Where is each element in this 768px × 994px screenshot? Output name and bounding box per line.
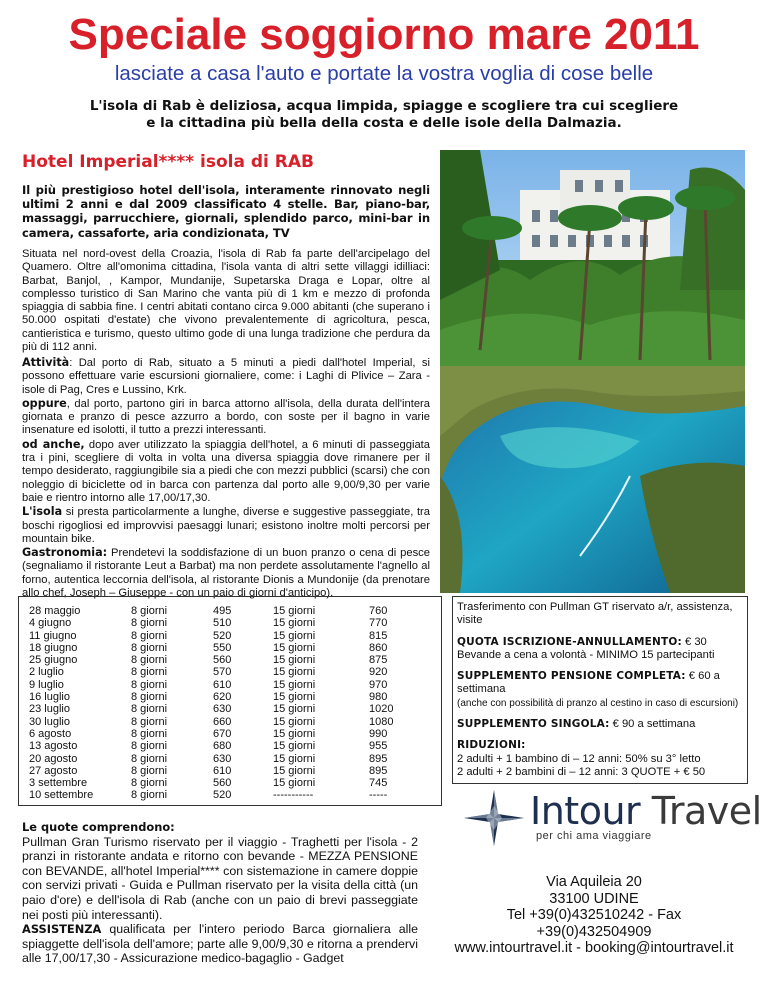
table-cell: 16 luglio xyxy=(29,691,70,704)
table-cell: 15 giorni xyxy=(273,764,316,777)
table-cell: 10 settembre xyxy=(29,789,94,802)
table-cell: 495 xyxy=(213,605,232,617)
phone: Tel +39(0)432510242 - Fax xyxy=(506,907,682,924)
table-cell: 630 xyxy=(213,703,232,716)
table-cell: 15 giorni xyxy=(273,752,316,765)
city: 33100 UDINE xyxy=(549,890,639,907)
activity-paragraph: oppure, dal porto, partono giri in barca attorno all'isola, della durata dell'intera giornata e pranzo di pesce azzurro a bordo, con soste per il bagno in varie insenature ed isolotti, il tutto a prezzi interessanti. xyxy=(22,396,430,437)
table-cell: 8 giorni xyxy=(131,777,168,790)
table-cell: 3 settembre xyxy=(29,777,88,790)
table-cell: 4 giugno xyxy=(29,617,72,630)
table-cell: 660 xyxy=(213,715,232,728)
activity-paragraph: L'isola si presta particolarmente a lunghe, diverse e suggestive passeggiate, tra boschi rigogliosi ed improvvisi paesaggi lunari; esistono inoltre molti percorsi per mountain bike. xyxy=(22,505,430,545)
dates-column xyxy=(29,605,93,802)
riduzioni-line: 2 adulti + 2 bambini di – 12 anni: 3 QUOTE + € 50 xyxy=(457,765,706,778)
table-cell: 15 giorni xyxy=(273,654,316,667)
table-cell: 28 maggio xyxy=(29,605,81,617)
address: Via Aquileia 20 xyxy=(546,874,642,890)
table-cell: 23 luglio xyxy=(29,703,70,716)
table-cell: 570 xyxy=(213,666,232,679)
table-cell: 8 giorni xyxy=(131,789,168,802)
table-cell: 18 giugno xyxy=(29,641,78,654)
table-cell: 520 xyxy=(213,629,232,642)
table-cell: 875 xyxy=(369,654,388,667)
page-title: Speciale soggiorno mare 2011 xyxy=(68,10,700,59)
table-cell: 15 giorni xyxy=(273,715,316,728)
table-cell: 895 xyxy=(369,752,388,765)
table-cell: 8 giorni xyxy=(131,691,168,704)
table-cell: 550 xyxy=(213,641,232,654)
web-email: www.intourtravel.it - booking@intourtravel.it xyxy=(454,940,734,957)
riduzioni-line: 2 adulti + 1 bambino di – 12 anni: 50% su 3° letto xyxy=(457,752,701,765)
table-cell: 970 xyxy=(369,678,388,691)
table-cell: 815 xyxy=(369,629,388,642)
table-cell: 955 xyxy=(369,740,388,753)
table-cell: 895 xyxy=(369,764,388,777)
table-cell: 8 giorni xyxy=(131,740,168,753)
hotel-title: Hotel Imperial**** isola di RAB xyxy=(22,152,314,172)
table-cell: 630 xyxy=(213,752,232,765)
table-cell: 15 giorni xyxy=(273,666,316,679)
activity-paragraph: Gastronomia: Prendetevi la soddisfazione di un buon pranzo o cena di pesce (segnaliamo il ristorante Leut a Barbat) ma non perdete assolutamente l'agnello al forno, autentica leccornia dell'isola, al ristorante Dionis a Mundonije (da prenotare allo chef, Joseph – Giuseppe - con un paio di giorni d'anticipo). xyxy=(22,546,430,600)
table-cell: 8 giorni xyxy=(131,752,168,765)
activities-section xyxy=(22,356,430,600)
table-cell: 6 agosto xyxy=(29,727,72,740)
table-cell: 680 xyxy=(213,740,232,753)
agency-logo xyxy=(462,788,762,848)
coast-photo xyxy=(440,366,745,593)
includes-text: Pullman Gran Turismo riservato per il viaggio - Traghetti per l'isola - 2 pranzi in ristorante andata e ritorno con bevande - MEZZA PENSIONE con BEVANDE, all'hotel Imperial**** con sistemazione in camere doppie con servizi privati - Guida e Pullman riservato per la visita della città (un paio d'ore) e dell'isola di Rab (anche con un paio di brevi passeggiate nei posti più interessanti). xyxy=(22,834,418,922)
includes-section xyxy=(22,820,418,966)
compass-star-icon xyxy=(462,788,526,848)
table-cell: 510 xyxy=(213,617,232,630)
intro-text xyxy=(40,98,728,132)
table-cell: 8 giorni xyxy=(131,605,168,617)
table-cell: 745 xyxy=(369,777,388,790)
table-cell: 520 xyxy=(213,789,232,802)
table-cell: 27 agosto xyxy=(29,764,78,777)
pensione-line: SUPPLEMENTO PENSIONE COMPLETA: € 60 a settimana xyxy=(457,670,720,696)
price15-column xyxy=(369,605,393,802)
transfer-text: Trasferimento con Pullman GT riservato a/r, assistenza, visite xyxy=(457,601,733,627)
table-cell: 8 giorni xyxy=(131,617,168,630)
table-cell: 15 giorni xyxy=(273,678,316,691)
riduzioni-label: RIDUZIONI: xyxy=(457,739,526,752)
table-cell: 8 giorni xyxy=(131,727,168,740)
table-cell: 8 giorni xyxy=(131,666,168,679)
table-cell: 560 xyxy=(213,777,232,790)
table-cell: 11 giugno xyxy=(29,629,77,642)
table-cell: 1080 xyxy=(369,715,394,728)
price8-column xyxy=(213,605,231,802)
table-cell: 8 giorni xyxy=(131,678,168,691)
table-cell: 610 xyxy=(213,678,232,691)
table-cell: 980 xyxy=(369,691,388,704)
table-cell: 610 xyxy=(213,764,232,777)
table-cell: 15 giorni xyxy=(273,691,316,704)
page-subtitle: lasciate a casa l'auto e portate la vostra voglia di cose belle xyxy=(114,62,654,85)
table-cell: 8 giorni xyxy=(131,715,168,728)
table-cell: 620 xyxy=(213,691,232,704)
table-cell: 2 luglio xyxy=(29,666,64,679)
table-cell: 8 giorni xyxy=(131,764,168,777)
hotel-lead: Il più prestigioso hotel dell'isola, interamente rinnovato negli ultimi 2 anni e dal 2009 classificato 4 stelle. Bar, piano-bar, massaggi, parrucchiere, giornali, splendido parco, mini-bar in camera, cassaforte, aria condizionata, TV xyxy=(22,183,430,240)
table-cell: 8 giorni xyxy=(131,703,168,716)
table-cell: 770 xyxy=(369,617,388,630)
fax: +39(0)432504909 xyxy=(536,923,652,940)
hotel-photo-image xyxy=(440,150,745,366)
nights15-column xyxy=(273,605,315,802)
table-cell: 20 agosto xyxy=(29,752,78,765)
table-cell: 15 giorni xyxy=(273,617,316,630)
table-cell: 560 xyxy=(213,654,232,667)
activity-paragraph: Attività: Dal porto di Rab, situato a 5 minuti a piedi dall'hotel Imperial, si possono effettuare varie escursioni giornaliere, come: i Laghi di Plivice – Zara - isole di Pag, Cres e Lussino, Krk. xyxy=(22,356,430,396)
contact-block xyxy=(440,874,748,957)
table-cell: 15 giorni xyxy=(273,605,316,617)
table-cell: 25 giugno xyxy=(29,654,78,667)
table-cell: 15 giorni xyxy=(273,777,316,790)
table-cell: 13 agosto xyxy=(29,740,78,753)
table-cell: 1020 xyxy=(369,703,394,716)
hotel-description: Situata nel nord-ovest della Croazia, l'isola di Rab fa parte dell'arcipelago del Quamero. Oltre all'omonima cittadina, l'isola vanta di altri sette villaggi idilliaci: Barbat, Banjol, , Kampor, Mundanije, Supetarska Draga e Lopar, oltre al complesso turistico di San Marino che vanta più di 1 km e mezzo di profonda spiaggia di sabbia fine. I centri abitati contano circa 9.000 abitanti (che superano i 50.000 ospitati d'estate) che vivono prevalentemente di agricoltura, pesca, cantieristica e turismo, questo ultimo gode di una lunga tradizione che perdura da più di 112 anni. xyxy=(22,248,430,354)
table-cell: ----- xyxy=(369,789,388,802)
table-cell: 15 giorni xyxy=(273,641,316,654)
table-cell: 760 xyxy=(369,605,388,617)
drink-line: Bevande a cena a volontà - MINIMO 15 partecipanti xyxy=(457,648,715,661)
pensione-note: (anche con possibilità di pranzo al cestino in caso di escursioni) xyxy=(457,697,739,709)
includes-title: Le quote comprendono: xyxy=(22,820,175,834)
table-cell: 990 xyxy=(369,727,388,740)
table-cell: 8 giorni xyxy=(131,654,168,667)
nights8-column xyxy=(131,605,167,802)
table-cell: ----------- xyxy=(273,789,314,802)
table-cell: 15 giorni xyxy=(273,703,316,716)
table-cell: 8 giorni xyxy=(131,641,168,654)
table-cell: 15 giorni xyxy=(273,629,316,642)
brand-tagline: per chi ama viaggiare xyxy=(536,830,652,842)
quota-line: QUOTA ISCRIZIONE-ANNULLAMENTO: € 30 xyxy=(457,635,707,648)
intro-line-2: e la cittadina più bella della costa e delle isole della Dalmazia. xyxy=(146,115,622,131)
table-cell: 30 luglio xyxy=(29,715,70,728)
table-cell: 670 xyxy=(213,727,232,740)
assist-text: qualificata per l'intero periodo Barca giornaliera alle spiaggette dell'isola dell'amore; parte alle 9,00/9,30 e ritorna a prendervi alle 17,00/17,30 - Assicurazione medico-bagaglio - Gadget xyxy=(22,922,418,966)
table-cell: 9 luglio xyxy=(29,678,64,691)
table-cell: 15 giorni xyxy=(273,727,316,740)
table-cell: 15 giorni xyxy=(273,740,316,753)
assist-label: ASSISTENZA xyxy=(22,922,102,937)
hotel-photo xyxy=(440,150,745,366)
activity-paragraph: od anche, dopo aver utilizzato la spiaggia dell'hotel, a 6 minuti di passeggiata tra i pini, scegliere di volta in volta una diversa spiaggia dove rimanere per il tempo desiderato, raggiungibile sia a piedi che con mezzi pubblici (scarsi) che con noleggio di biciclette od in barca con partenza dal porto alle 9,00/9,30 per varie baie e rientro intorno alle 17,00/17,30. xyxy=(22,437,431,504)
coast-photo-image xyxy=(440,366,745,593)
info-box xyxy=(452,596,748,784)
table-cell: 860 xyxy=(369,641,388,654)
table-cell: 8 giorni xyxy=(131,629,168,642)
table-cell: 920 xyxy=(369,666,388,679)
brand-name: Intour Travel xyxy=(530,789,762,833)
intro-line-1: L'isola di Rab è deliziosa, acqua limpida, spiagge e scogliere tra cui scegliere xyxy=(89,98,679,114)
singola-line: SUPPLEMENTO SINGOLA: € 90 a settimana xyxy=(457,718,696,731)
price-table xyxy=(18,596,442,806)
